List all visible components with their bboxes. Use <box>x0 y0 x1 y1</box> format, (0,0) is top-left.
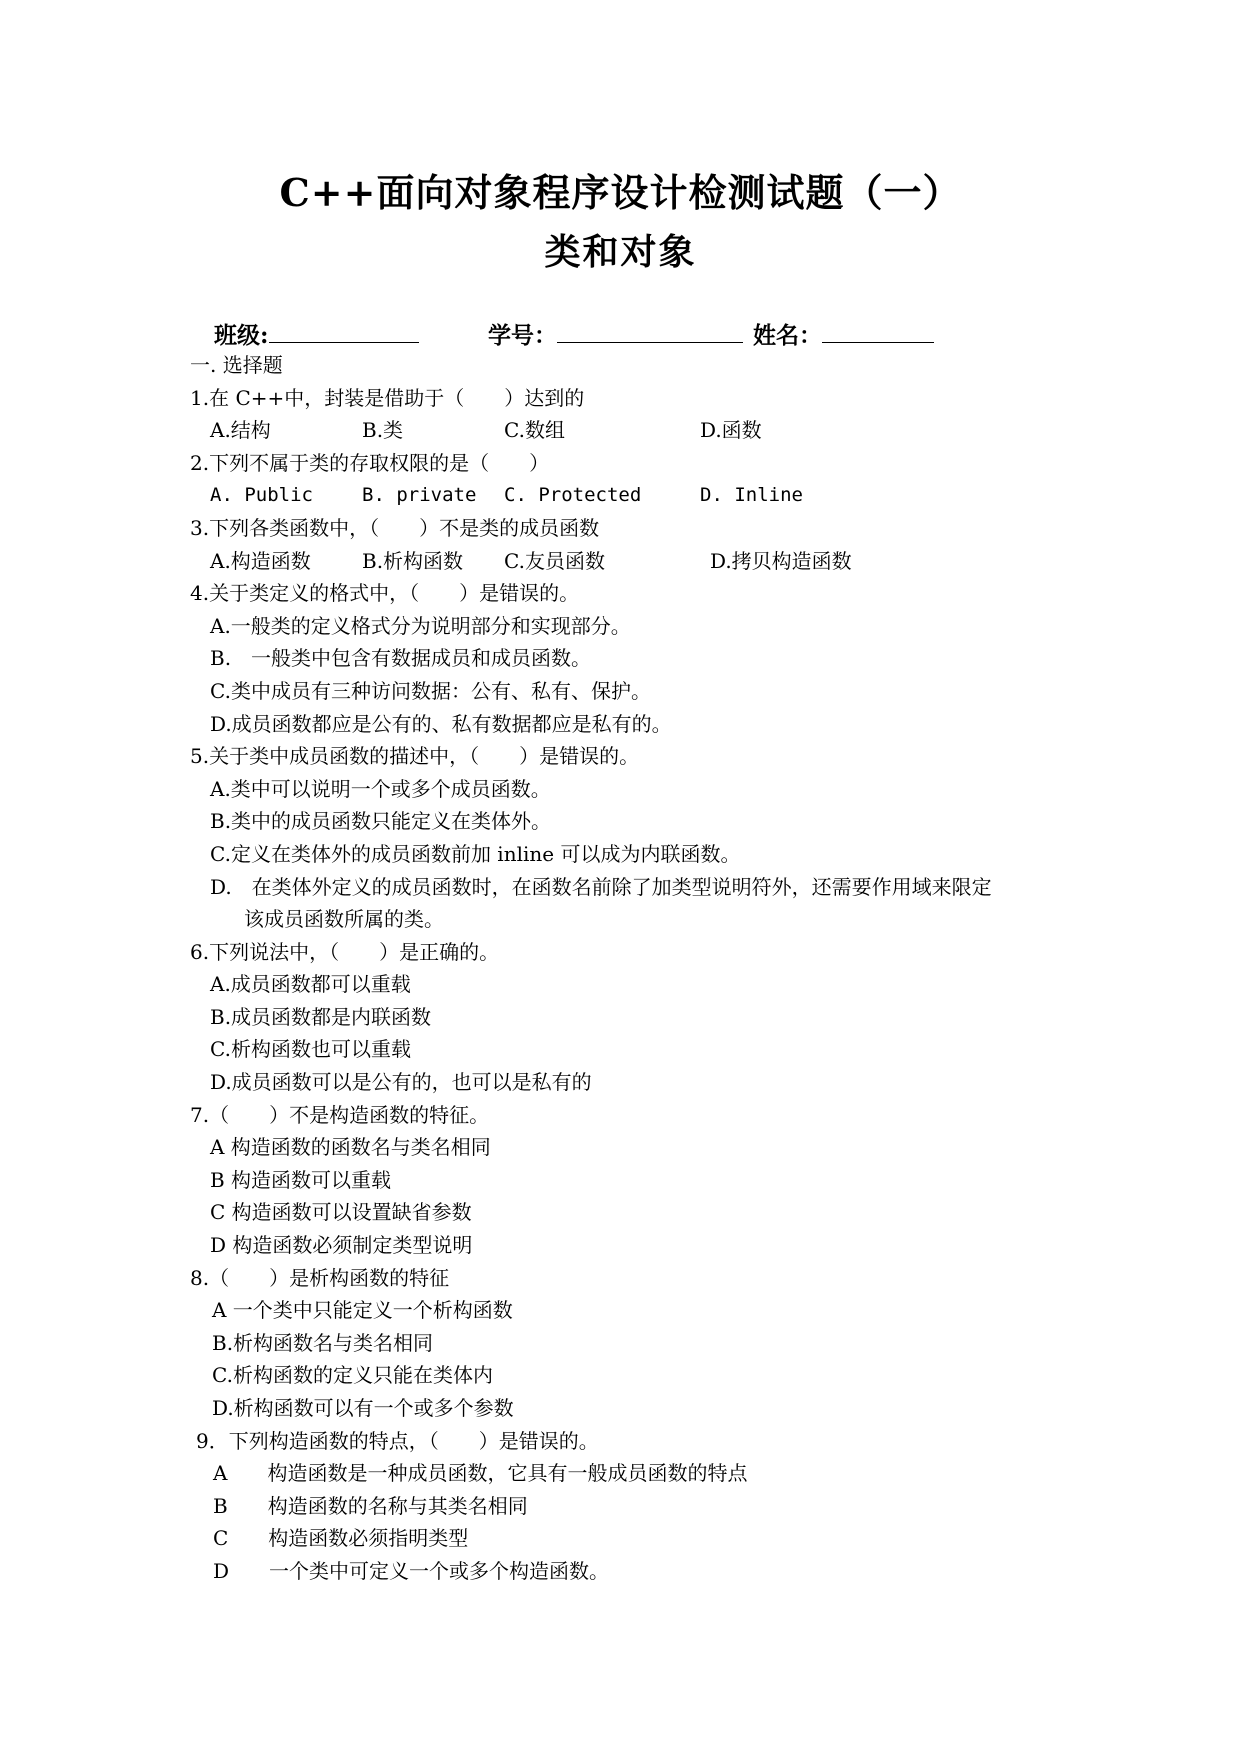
option-c: C 构造函数可以设置缺省参数 <box>210 1200 472 1225</box>
option-row <box>190 414 1090 447</box>
option-b: B.类 <box>362 418 404 443</box>
question-stem: 6.下列说法中，（ ）是正确的。 <box>190 939 500 964</box>
option-b: B 构造函数的名称与其类名相同 <box>213 1493 528 1518</box>
option-b: B.成员函数都是内联函数 <box>210 1004 432 1029</box>
question-3 <box>190 512 1090 577</box>
page-title: C++面向对象程序设计检测试题（一） <box>279 170 962 215</box>
question-stem: 2.下列不属于类的存取权限的是（ ） <box>190 450 550 475</box>
question-stem: 9．下列构造函数的特点，（ ）是错误的。 <box>196 1428 599 1453</box>
class-label: 班级: <box>214 322 269 349</box>
option-a: A.成员函数都可以重载 <box>210 972 411 997</box>
question-8 <box>190 1262 1090 1425</box>
question-4 <box>190 577 1090 740</box>
option-d: D 构造函数必须制定类型说明 <box>210 1233 473 1258</box>
question-stem: 7.（ ）不是构造函数的特征。 <box>190 1102 490 1127</box>
option-d: D. 在类体外定义的成员函数时，在函数名前除了加类型说明符外，还需要作用域来限定 <box>210 874 992 899</box>
option-c: C 构造函数必须指明类型 <box>213 1526 469 1551</box>
option-c: C.类中成员有三种访问数据：公有、私有、保护。 <box>210 678 651 703</box>
option-a: A.结构 <box>210 418 271 443</box>
question-7 <box>190 1099 1090 1262</box>
name-blank[interactable] <box>822 316 934 343</box>
question-2 <box>190 447 1090 512</box>
question-list <box>190 349 1090 1588</box>
class-blank[interactable] <box>269 316 419 343</box>
option-d: D.拷贝构造函数 <box>710 548 852 573</box>
option-row <box>190 479 1090 512</box>
question-1 <box>190 382 1090 447</box>
student-id-field <box>488 316 743 350</box>
option-a: A.一般类的定义格式分为说明部分和实现部分。 <box>210 613 631 638</box>
option-c: C. Protected <box>504 484 642 507</box>
question-6 <box>190 936 1090 1099</box>
option-c: C.定义在类体外的成员函数前加 inline 可以成为内联函数。 <box>210 841 741 866</box>
option-b: B. private <box>362 484 477 507</box>
name-field <box>753 316 934 350</box>
question-stem: 4.关于类定义的格式中，（ ）是错误的。 <box>190 581 580 606</box>
class-field <box>214 316 419 350</box>
option-b: B. 一般类中包含有数据成员和成员函数。 <box>210 646 592 671</box>
option-d-continuation: 该成员函数所属的类。 <box>244 907 444 932</box>
section-heading: 一. 选择题 <box>190 353 283 377</box>
option-c: C.析构函数也可以重载 <box>210 1037 411 1062</box>
question-stem: 3.下列各类函数中，（ ）不是类的成员函数 <box>190 515 600 540</box>
option-a: A. Public <box>210 484 313 507</box>
option-c: C.友员函数 <box>504 548 605 573</box>
option-d: D.函数 <box>700 418 762 443</box>
question-9 <box>190 1425 1090 1588</box>
question-stem: 1.在 C++中，封装是借助于（ ）达到的 <box>190 385 585 410</box>
option-row <box>190 545 1090 578</box>
option-b: B 构造函数可以重载 <box>210 1167 392 1192</box>
student-id-blank[interactable] <box>557 316 743 343</box>
page-subtitle: 类和对象 <box>544 231 697 273</box>
option-c: C.析构函数的定义只能在类体内 <box>212 1363 493 1388</box>
option-d: D 一个类中可定义一个或多个构造函数。 <box>213 1558 610 1583</box>
option-d: D.成员函数都应是公有的、私有数据都应是私有的。 <box>210 711 672 736</box>
option-b: B.析构函数名与类名相同 <box>212 1330 434 1355</box>
question-stem: 8.（ ）是析构函数的特征 <box>190 1265 450 1290</box>
option-b: B.类中的成员函数只能定义在类体外。 <box>210 809 552 834</box>
option-d: D.析构函数可以有一个或多个参数 <box>212 1396 514 1420</box>
name-label: 姓名： <box>753 322 822 349</box>
option-b: B.析构函数 <box>362 548 464 573</box>
option-d: D.成员函数可以是公有的，也可以是私有的 <box>210 1070 592 1095</box>
question-stem: 5.关于类中成员函数的描述中，（ ）是错误的。 <box>190 744 640 769</box>
option-c: C.数组 <box>504 418 565 443</box>
option-a: A.构造函数 <box>210 548 311 573</box>
student-id-label: 学号： <box>488 322 557 349</box>
option-d: D. Inline <box>700 484 803 507</box>
option-a: A.类中可以说明一个或多个成员函数。 <box>210 776 551 801</box>
question-5 <box>190 740 1090 936</box>
option-a: A 构造函数的函数名与类名相同 <box>210 1135 491 1160</box>
option-a: A 构造函数是一种成员函数，它具有一般成员函数的特点 <box>213 1461 748 1486</box>
option-a: A 一个类中只能定义一个析构函数 <box>212 1298 513 1323</box>
